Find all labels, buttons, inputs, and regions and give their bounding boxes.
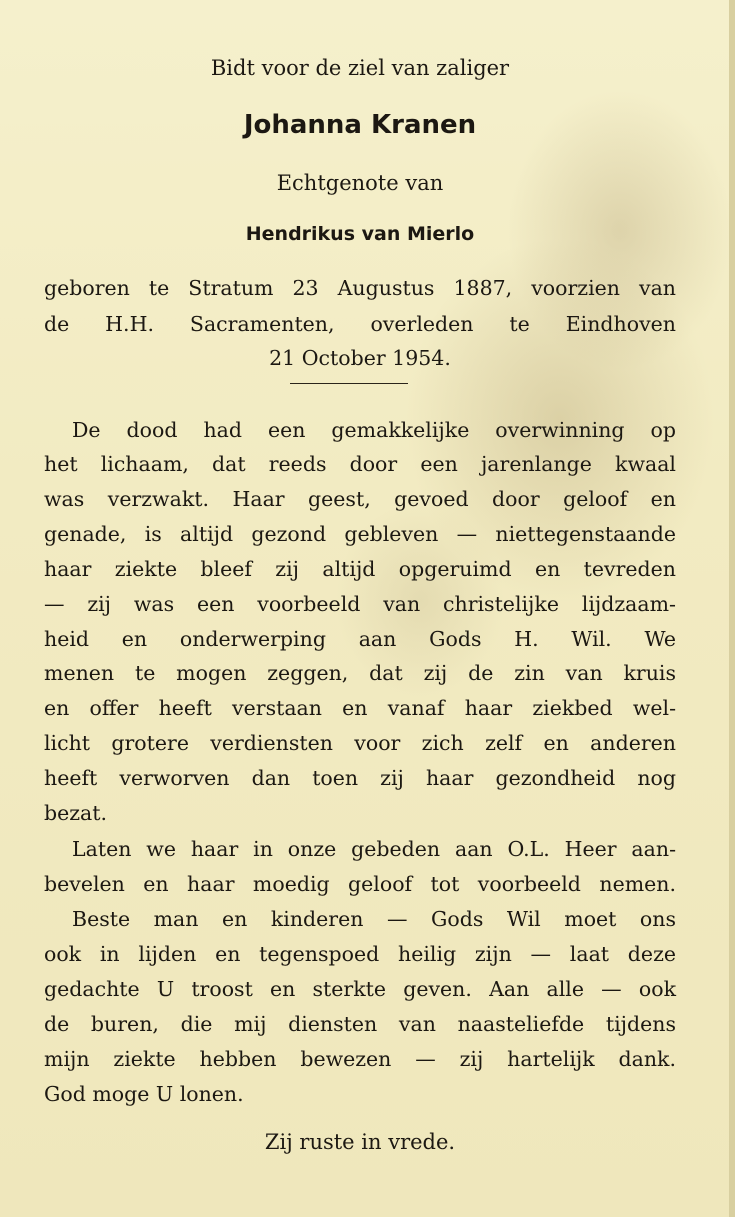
divider-rule — [290, 383, 408, 384]
paragraph-line: ook in lijden en tegenspoed heilig zijn — laat deze — [44, 942, 676, 966]
paragraph-line: Laten we haar in onze gebeden aan O.L. Heer aan- — [72, 837, 676, 861]
birth-death-line: geboren te Stratum 23 Augustus 1887, voorzien van — [44, 276, 676, 300]
paragraph-line: gedachte U troost en sterkte geven. Aan alle — ook — [44, 977, 676, 1001]
paragraph-line: licht grotere verdiensten voor zich zelf en anderen — [44, 731, 676, 755]
paragraph-line: menen te mogen zeggen, dat zij de zin van kruis — [44, 661, 676, 685]
paragraph-line: heid en onderwerping aan Gods H. Wil. We — [44, 627, 676, 651]
spouse-label: Echtgenote van — [276, 171, 444, 195]
paragraph-line: De dood had een gemakkelijke overwinning op — [72, 418, 676, 442]
deceased-name: Johanna Kranen — [243, 110, 477, 140]
paragraph-line: mijn ziekte hebben bewezen — zij hartelijk dank. — [44, 1047, 676, 1071]
paragraph-line: de buren, die mij diensten van naasteliefde tijdens — [44, 1012, 676, 1036]
birth-death-line: de H.H. Sacramenten, overleden te Eindhoven — [44, 312, 676, 336]
paragraph-line: genade, is altijd gezond gebleven — niettegenstaande — [44, 522, 676, 546]
spouse-name: Hendrikus van Mierlo — [245, 223, 475, 245]
paragraph-line: was verzwakt. Haar geest, gevoed door geloof en — [44, 487, 676, 511]
paragraph-line: — zij was een voorbeeld van christelijke lijdzaam- — [44, 592, 676, 616]
paragraph-line: God moge U lonen. — [44, 1082, 244, 1106]
closing-line: Zij ruste in vrede. — [264, 1130, 456, 1154]
prayer-heading: Bidt voor de ziel van zaliger — [210, 56, 510, 80]
paragraph-line: en offer heeft verstaan en vanaf haar ziekbed wel- — [44, 696, 676, 720]
paragraph-line: haar ziekte bleef zij altijd opgeruimd en tevreden — [44, 557, 676, 581]
paragraph-line: heeft verworven dan toen zij haar gezondheid nog — [44, 766, 676, 790]
paragraph-line: bevelen en haar moedig geloof tot voorbeeld nemen. — [44, 872, 676, 896]
paragraph-line: Beste man en kinderen — Gods Wil moet ons — [72, 907, 676, 931]
paragraph-line: het lichaam, dat reeds door een jarenlange kwaal — [44, 452, 676, 476]
birth-death-line: 21 October 1954. — [269, 346, 451, 370]
paragraph-line: bezat. — [44, 801, 108, 825]
